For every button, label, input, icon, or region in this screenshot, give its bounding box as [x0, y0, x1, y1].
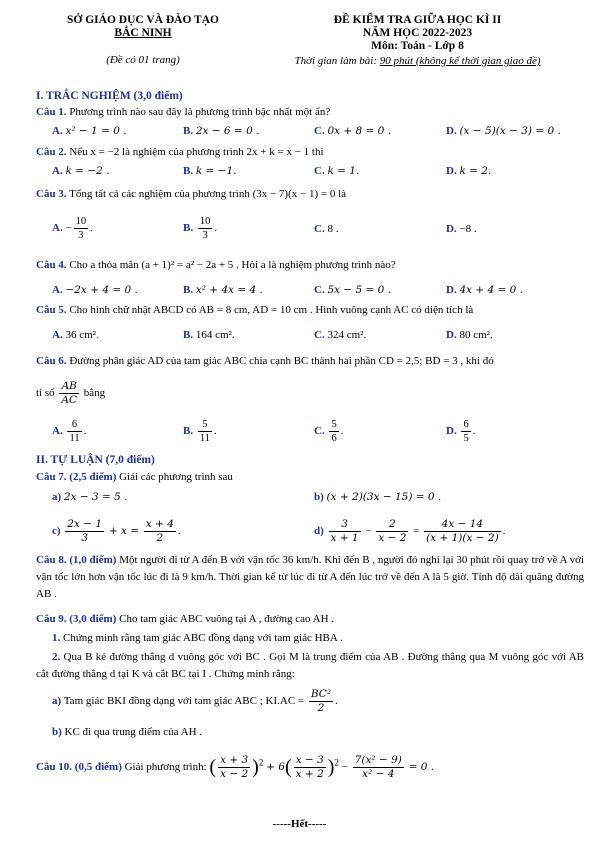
end-marker: -----Hết----- — [272, 818, 327, 830]
question-4-options — [0, 284, 599, 298]
page-count-note: (Đề có 01 trang) — [106, 54, 180, 66]
question-8-text: Một người đi từ A đến B với vận tốc 36 km/h. Khi đến B , người đó nghỉ lại 30 phút rồi quay trở về A với vận tốc lớn hơn vận tốc lúc đi là 9 km/h. Thời gian kể từ lúc đi từ A đến lúc trở về đến A là 5 giờ. Tính độ dài quãng đường AB . — [36, 554, 585, 600]
q1-option-d: D. (x − 5)(x − 3) = 0 . — [446, 125, 561, 137]
question-8 — [36, 552, 584, 603]
question-2 — [36, 145, 581, 159]
question-9 — [36, 612, 581, 626]
q7-part-a: a) 2x − 3 = 5 . — [52, 491, 128, 503]
question-7 — [36, 470, 581, 484]
q2-option-d: D. k = 2. — [446, 165, 492, 177]
subject-line: Môn: Toán - Lớp 8 — [371, 40, 464, 52]
school-year: NĂM HỌC 2022-2023 — [362, 27, 473, 39]
question-2-options — [0, 165, 599, 179]
question-5-options — [0, 329, 599, 343]
q2-option-b: B. k = −1. — [183, 165, 237, 177]
question-9-text: Cho tam giác ABC vuông tại A , đường cao AH . — [119, 613, 335, 625]
time-value: 90 phút (không kể thời gian giao đề) — [379, 55, 541, 67]
part2-title: II. TỰ LUẬN (7,0 điểm) — [36, 454, 155, 466]
time-line: Thời gian làm bài: 90 phút (không kể thời gian giao đề) — [294, 55, 541, 67]
question-1-text: Phương trình nào sau đây là phương trình bậc nhất một ẩn? — [69, 106, 331, 118]
question-10: Câu 10. (0,5 điểm) Giải phương trình: ( $\frac{x + 3}{x - 2}$ )$^2$ + 6( $\frac{x - 3}{x + 2}$ )$^2$ − $\frac{\text{7(x² − 9)}}{\text{x² − 4}}$ = 0 . — [36, 754, 435, 780]
header-left — [18, 14, 268, 66]
question-2-label: Câu 2. — [36, 146, 67, 158]
q3-option-c: C. 8 . — [314, 223, 339, 235]
province-name: BẮC NINH — [114, 27, 172, 39]
question-2-text: Nếu x = −2 là nghiệm của phương trình 2x + k = x − 1 thì — [69, 146, 324, 158]
question-7-label: Câu 7. (2,5 điểm) — [36, 471, 117, 483]
q7-part-b: b) (x + 2)(3x − 15) = 0 . — [314, 491, 442, 503]
q6-option-c: C. $\frac{5}{6}$ . — [314, 419, 344, 444]
question-9-label: Câu 9. (3,0 điểm) — [36, 613, 117, 625]
q2-option-c: C. k = 1. — [314, 165, 360, 177]
exam-title: ĐỀ KIỂM TRA GIỮA HỌC KÌ II — [333, 14, 502, 26]
question-10-label: Câu 10. (0,5 điểm) — [36, 761, 122, 774]
q9-part-2a: a) Tam giác BKI đồng dạng với tam giác ABC ; KI.AC = $\frac{\text{BC²}}{2}$ . — [52, 688, 338, 714]
q4-option-a: A. −2x + 4 = 0 . — [52, 284, 138, 296]
question-3-text: Tổng tất cả các nghiệm của phương trình (3x − 7)(x − 1) = 0 là — [69, 188, 347, 200]
header-right — [250, 14, 585, 67]
q9-part-2b: b) KC đi qua trung điểm của AH . — [52, 726, 203, 738]
q6-option-a: A. $\frac{6}{11}$ . — [52, 419, 87, 444]
part1-title: I. TRẮC NGHIỆM (3,0 điểm) — [36, 90, 183, 102]
question-6-label: Câu 6. — [36, 355, 67, 367]
question-6-text: Đường phân giác AD của tam giác ABC chia cạnh BC thành hai phần CD = 2,5; BD = 3 , khi đó — [69, 355, 494, 367]
question-4 — [36, 258, 581, 272]
q5-option-c: C. 324 cm². — [314, 329, 367, 341]
q2-option-a: A. k = −2 . — [52, 165, 110, 177]
question-4-label: Câu 4. — [36, 259, 67, 271]
q7-part-d: d) $\frac{3}{x + 1}$ − $\frac{2}{x - 2}$ = $\frac{4x - 14}{(x + 1)(x - 2)}$ . — [314, 518, 506, 544]
question-1 — [36, 105, 581, 119]
q3-option-b: B. $\frac{10}{3}$ . — [183, 216, 218, 241]
question-5-text: Cho hình chữ nhật ABCD có AB = 8 cm, AD = 10 cm . Hình vuông cạnh AC có diện tích là — [69, 304, 474, 316]
q6-option-b: B. $\frac{5}{11}$ . — [183, 419, 217, 444]
question-3 — [36, 187, 581, 201]
q9-part-1: 1. Chứng minh rằng tam giác ABC đồng dạng với tam giác HBA . — [52, 632, 343, 644]
question-4-text: Cho a thỏa mãn (a + 1)² = a² − 2a + 5 . Hỏi a là nghiệm phương trình nào? — [69, 259, 396, 271]
q3-option-d: D. −8 . — [446, 223, 477, 235]
q3-option-a: A. − $\frac{10}{3}$ . — [52, 216, 93, 241]
question-3-label: Câu 3. — [36, 188, 67, 200]
question-5 — [36, 303, 581, 317]
q5-option-b: B. 164 cm². — [183, 329, 235, 341]
q4-option-d: D. 4x + 4 = 0 . — [446, 284, 524, 296]
q4-option-c: C. 5x − 5 = 0 . — [314, 284, 392, 296]
q7-part-c: c) $\frac{2x - 1}{3}$ + x = $\frac{x + 4}{2}$ . — [52, 518, 181, 544]
question-1-options — [0, 125, 599, 139]
question-8-label: Câu 8. (1,0 điểm) — [36, 554, 117, 566]
q4-option-b: B. x² + 4x = 4 . — [183, 284, 263, 296]
question-6-ratio: tỉ số $\frac{AB}{AC}$ bằng — [36, 380, 106, 406]
q6-option-d: D. $\frac{6}{5}$ . — [446, 419, 476, 444]
question-3-options — [0, 215, 599, 245]
question-1-label: Câu 1. — [36, 106, 67, 118]
question-7-text: Giải các phương trình sau — [119, 471, 233, 483]
department-name: SỞ GIÁO DỤC VÀ ĐÀO TẠO — [67, 14, 219, 26]
question-6 — [36, 354, 581, 368]
q5-option-a: A. 36 cm². — [52, 329, 99, 341]
q5-option-d: D. 80 cm². — [446, 329, 493, 341]
question-6-options — [0, 418, 599, 448]
q9-part-2: 2. Qua B kẻ đường thẳng d vuông góc với BC . Gọi M là trung điểm của AB . Đường thẳng qua M vuông góc với AB cắt đường thẳng d tại K và cắt BC tại I . Chứng minh rằng: — [36, 651, 584, 680]
q1-option-b: B. 2x − 6 = 0 . — [183, 125, 260, 137]
question-5-label: Câu 5. — [36, 304, 67, 316]
q1-option-c: C. 0x + 8 = 0 . — [314, 125, 392, 137]
question-10-text: Giải phương trình: — [124, 761, 207, 774]
q1-option-a: A. x² − 1 = 0 . — [52, 125, 127, 137]
